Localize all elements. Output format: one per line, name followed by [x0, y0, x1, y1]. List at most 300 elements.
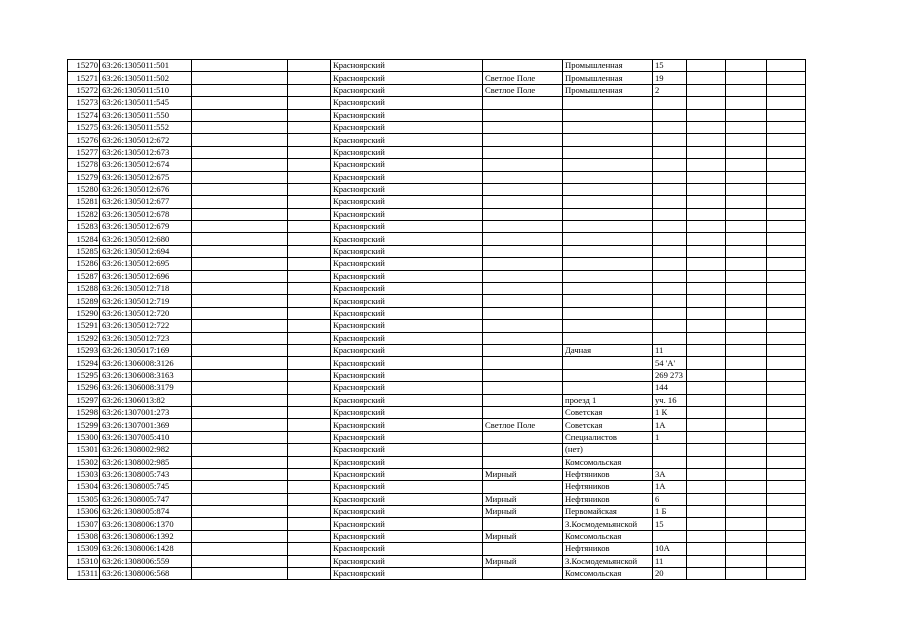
street-cell: Нефтяников	[563, 543, 653, 555]
table-row	[68, 481, 806, 493]
table-row	[68, 84, 806, 96]
cadastral-number-cell: 63:26:1308006:1428	[100, 543, 192, 555]
settlement-cell	[483, 221, 563, 233]
empty-cell	[767, 233, 806, 245]
table-row	[68, 121, 806, 133]
table-row	[68, 406, 806, 418]
house-number-cell	[653, 307, 687, 319]
empty-cell	[687, 406, 726, 418]
settlement-cell	[483, 431, 563, 443]
empty-cell	[192, 233, 288, 245]
empty-cell	[192, 60, 288, 72]
table-row	[68, 307, 806, 319]
table-row	[68, 146, 806, 158]
empty-cell	[726, 283, 767, 295]
empty-cell	[192, 406, 288, 418]
house-number-cell: 19	[653, 72, 687, 84]
house-number-cell	[653, 146, 687, 158]
empty-cell	[726, 530, 767, 542]
empty-cell	[192, 196, 288, 208]
settlement-cell: Светлое Поле	[483, 72, 563, 84]
district-cell: Красноярский	[331, 307, 483, 319]
empty-cell	[687, 84, 726, 96]
street-cell	[563, 283, 653, 295]
district-cell: Красноярский	[331, 444, 483, 456]
empty-cell	[192, 307, 288, 319]
house-number-cell	[653, 444, 687, 456]
settlement-cell	[483, 245, 563, 257]
house-number-cell: 10А	[653, 543, 687, 555]
cadastral-number-cell: 63:26:1305012:674	[100, 159, 192, 171]
empty-cell	[767, 97, 806, 109]
record-number-cell: 15304	[68, 481, 100, 493]
empty-cell	[192, 208, 288, 220]
cadastral-number-cell: 63:26:1305011:545	[100, 97, 192, 109]
street-cell: Промышленная	[563, 72, 653, 84]
district-cell: Красноярский	[331, 320, 483, 332]
empty-cell	[288, 283, 331, 295]
street-cell	[563, 183, 653, 195]
district-cell: Красноярский	[331, 233, 483, 245]
empty-cell	[192, 270, 288, 282]
table-row	[68, 419, 806, 431]
empty-cell	[288, 84, 331, 96]
cadastral-number-cell: 63:26:1305012:675	[100, 171, 192, 183]
street-cell: Комсомольская	[563, 456, 653, 468]
street-cell	[563, 196, 653, 208]
empty-cell	[288, 369, 331, 381]
record-number-cell: 15292	[68, 332, 100, 344]
empty-cell	[726, 295, 767, 307]
empty-cell	[767, 493, 806, 505]
record-number-cell: 15309	[68, 543, 100, 555]
cadastral-number-cell: 63:26:1306008:3163	[100, 369, 192, 381]
street-cell	[563, 245, 653, 257]
table-row	[68, 245, 806, 257]
street-cell	[563, 320, 653, 332]
empty-cell	[767, 369, 806, 381]
street-cell	[563, 97, 653, 109]
street-cell: Советская	[563, 419, 653, 431]
empty-cell	[288, 134, 331, 146]
empty-cell	[687, 518, 726, 530]
record-number-cell: 15277	[68, 146, 100, 158]
record-number-cell: 15280	[68, 183, 100, 195]
empty-cell	[687, 493, 726, 505]
empty-cell	[726, 307, 767, 319]
empty-cell	[288, 183, 331, 195]
settlement-cell	[483, 481, 563, 493]
empty-cell	[726, 245, 767, 257]
settlement-cell: Мирный	[483, 530, 563, 542]
empty-cell	[288, 543, 331, 555]
table-row	[68, 543, 806, 555]
empty-cell	[726, 258, 767, 270]
settlement-cell	[483, 444, 563, 456]
empty-cell	[767, 183, 806, 195]
district-cell: Красноярский	[331, 456, 483, 468]
empty-cell	[288, 344, 331, 356]
record-number-cell: 15296	[68, 382, 100, 394]
record-number-cell: 15305	[68, 493, 100, 505]
settlement-cell	[483, 109, 563, 121]
table-row	[68, 208, 806, 220]
street-cell	[563, 121, 653, 133]
district-cell: Красноярский	[331, 394, 483, 406]
street-cell: проезд 1	[563, 394, 653, 406]
empty-cell	[192, 146, 288, 158]
empty-cell	[767, 84, 806, 96]
empty-cell	[767, 208, 806, 220]
record-number-cell: 15284	[68, 233, 100, 245]
empty-cell	[687, 159, 726, 171]
empty-cell	[288, 171, 331, 183]
district-cell: Красноярский	[331, 555, 483, 567]
empty-cell	[687, 221, 726, 233]
district-cell: Красноярский	[331, 159, 483, 171]
empty-cell	[288, 530, 331, 542]
empty-cell	[192, 295, 288, 307]
record-number-cell: 15299	[68, 419, 100, 431]
empty-cell	[726, 171, 767, 183]
street-cell: Нефтяников	[563, 481, 653, 493]
district-cell: Красноярский	[331, 493, 483, 505]
cadastral-number-cell: 63:26:1305012:679	[100, 221, 192, 233]
settlement-cell: Светлое Поле	[483, 419, 563, 431]
record-number-cell: 15289	[68, 295, 100, 307]
settlement-cell	[483, 196, 563, 208]
empty-cell	[288, 208, 331, 220]
cadastral-number-cell: 63:26:1308005:874	[100, 506, 192, 518]
empty-cell	[192, 258, 288, 270]
record-number-cell: 15308	[68, 530, 100, 542]
empty-cell	[288, 233, 331, 245]
property-register-table	[67, 59, 806, 580]
district-cell: Красноярский	[331, 283, 483, 295]
empty-cell	[767, 196, 806, 208]
district-cell: Красноярский	[331, 171, 483, 183]
cadastral-number-cell: 63:26:1305012:723	[100, 332, 192, 344]
street-cell: (нет)	[563, 444, 653, 456]
street-cell: Комсомольская	[563, 568, 653, 580]
empty-cell	[767, 555, 806, 567]
settlement-cell	[483, 97, 563, 109]
house-number-cell: 2	[653, 84, 687, 96]
table-row	[68, 72, 806, 84]
record-number-cell: 15283	[68, 221, 100, 233]
settlement-cell	[483, 382, 563, 394]
settlement-cell	[483, 357, 563, 369]
empty-cell	[687, 208, 726, 220]
empty-cell	[192, 493, 288, 505]
empty-cell	[687, 196, 726, 208]
cadastral-number-cell: 63:26:1305012:680	[100, 233, 192, 245]
empty-cell	[192, 332, 288, 344]
cadastral-number-cell: 63:26:1305012:673	[100, 146, 192, 158]
street-cell	[563, 307, 653, 319]
empty-cell	[288, 481, 331, 493]
empty-cell	[192, 555, 288, 567]
record-number-cell: 15278	[68, 159, 100, 171]
empty-cell	[726, 146, 767, 158]
district-cell: Красноярский	[331, 221, 483, 233]
settlement-cell	[483, 134, 563, 146]
empty-cell	[767, 530, 806, 542]
street-cell	[563, 221, 653, 233]
table-row	[68, 221, 806, 233]
empty-cell	[726, 518, 767, 530]
empty-cell	[767, 109, 806, 121]
district-cell: Красноярский	[331, 506, 483, 518]
empty-cell	[288, 307, 331, 319]
empty-cell	[192, 221, 288, 233]
cadastral-number-cell: 63:26:1307001:369	[100, 419, 192, 431]
street-cell	[563, 171, 653, 183]
empty-cell	[726, 221, 767, 233]
empty-cell	[192, 468, 288, 480]
record-number-cell: 15303	[68, 468, 100, 480]
empty-cell	[726, 406, 767, 418]
empty-cell	[192, 84, 288, 96]
settlement-cell	[483, 183, 563, 195]
table-row	[68, 159, 806, 171]
empty-cell	[192, 456, 288, 468]
settlement-cell	[483, 344, 563, 356]
cadastral-number-cell: 63:26:1308006:559	[100, 555, 192, 567]
cadastral-number-cell: 63:26:1305012:696	[100, 270, 192, 282]
street-cell: Промышленная	[563, 84, 653, 96]
empty-cell	[687, 382, 726, 394]
record-number-cell: 15298	[68, 406, 100, 418]
empty-cell	[767, 518, 806, 530]
table-row	[68, 493, 806, 505]
district-cell: Красноярский	[331, 258, 483, 270]
empty-cell	[687, 134, 726, 146]
empty-cell	[687, 344, 726, 356]
empty-cell	[767, 307, 806, 319]
house-number-cell	[653, 295, 687, 307]
empty-cell	[192, 530, 288, 542]
cadastral-number-cell: 63:26:1305012:722	[100, 320, 192, 332]
district-cell: Красноярский	[331, 270, 483, 282]
house-number-cell	[653, 196, 687, 208]
settlement-cell	[483, 332, 563, 344]
empty-cell	[767, 295, 806, 307]
record-number-cell: 15300	[68, 431, 100, 443]
settlement-cell	[483, 307, 563, 319]
street-cell	[563, 382, 653, 394]
empty-cell	[192, 568, 288, 580]
table-row	[68, 568, 806, 580]
table-row	[68, 258, 806, 270]
settlement-cell	[483, 568, 563, 580]
empty-cell	[767, 221, 806, 233]
empty-cell	[288, 419, 331, 431]
cadastral-number-cell: 63:26:1308002:985	[100, 456, 192, 468]
empty-cell	[192, 369, 288, 381]
empty-cell	[288, 394, 331, 406]
empty-cell	[687, 171, 726, 183]
cadastral-number-cell: 63:26:1305012:720	[100, 307, 192, 319]
cadastral-number-cell: 63:26:1305012:676	[100, 183, 192, 195]
street-cell	[563, 208, 653, 220]
record-number-cell: 15291	[68, 320, 100, 332]
empty-cell	[726, 344, 767, 356]
empty-cell	[767, 431, 806, 443]
house-number-cell	[653, 171, 687, 183]
empty-cell	[726, 357, 767, 369]
empty-cell	[192, 394, 288, 406]
empty-cell	[192, 357, 288, 369]
record-number-cell: 15274	[68, 109, 100, 121]
empty-cell	[288, 568, 331, 580]
empty-cell	[288, 357, 331, 369]
street-cell: З.Космодемьянской	[563, 555, 653, 567]
empty-cell	[767, 134, 806, 146]
empty-cell	[726, 568, 767, 580]
record-number-cell: 15273	[68, 97, 100, 109]
empty-cell	[726, 506, 767, 518]
cadastral-number-cell: 63:26:1307001:273	[100, 406, 192, 418]
empty-cell	[288, 60, 331, 72]
settlement-cell	[483, 543, 563, 555]
house-number-cell	[653, 221, 687, 233]
settlement-cell	[483, 283, 563, 295]
record-number-cell: 15302	[68, 456, 100, 468]
empty-cell	[192, 171, 288, 183]
empty-cell	[726, 109, 767, 121]
district-cell: Красноярский	[331, 295, 483, 307]
settlement-cell	[483, 208, 563, 220]
empty-cell	[687, 543, 726, 555]
district-cell: Красноярский	[331, 419, 483, 431]
empty-cell	[767, 481, 806, 493]
table-row	[68, 109, 806, 121]
empty-cell	[726, 134, 767, 146]
house-number-cell	[653, 97, 687, 109]
house-number-cell	[653, 208, 687, 220]
table-row	[68, 369, 806, 381]
cadastral-number-cell: 63:26:1305011:510	[100, 84, 192, 96]
district-cell: Красноярский	[331, 543, 483, 555]
empty-cell	[767, 270, 806, 282]
table-row	[68, 344, 806, 356]
empty-cell	[288, 332, 331, 344]
record-number-cell: 15294	[68, 357, 100, 369]
house-number-cell: 6	[653, 493, 687, 505]
settlement-cell: Мирный	[483, 493, 563, 505]
cadastral-number-cell: 63:26:1305012:695	[100, 258, 192, 270]
record-number-cell: 15295	[68, 369, 100, 381]
empty-cell	[726, 456, 767, 468]
table-row	[68, 506, 806, 518]
settlement-cell	[483, 159, 563, 171]
record-number-cell: 15287	[68, 270, 100, 282]
house-number-cell	[653, 283, 687, 295]
house-number-cell: 3А	[653, 468, 687, 480]
empty-cell	[726, 555, 767, 567]
district-cell: Красноярский	[331, 196, 483, 208]
district-cell: Красноярский	[331, 245, 483, 257]
table-row	[68, 332, 806, 344]
cadastral-number-cell: 63:26:1305012:694	[100, 245, 192, 257]
cadastral-number-cell: 63:26:1305011:550	[100, 109, 192, 121]
empty-cell	[726, 84, 767, 96]
settlement-cell	[483, 406, 563, 418]
empty-cell	[726, 444, 767, 456]
district-cell: Красноярский	[331, 344, 483, 356]
cadastral-number-cell: 63:26:1305011:552	[100, 121, 192, 133]
street-cell	[563, 332, 653, 344]
district-cell: Красноярский	[331, 369, 483, 381]
empty-cell	[767, 72, 806, 84]
empty-cell	[767, 506, 806, 518]
house-number-cell	[653, 456, 687, 468]
settlement-cell	[483, 121, 563, 133]
empty-cell	[687, 431, 726, 443]
empty-cell	[767, 382, 806, 394]
empty-cell	[767, 258, 806, 270]
empty-cell	[687, 295, 726, 307]
empty-cell	[687, 357, 726, 369]
empty-cell	[687, 394, 726, 406]
table-row	[68, 196, 806, 208]
table-row	[68, 183, 806, 195]
district-cell: Красноярский	[331, 97, 483, 109]
empty-cell	[192, 506, 288, 518]
table-row	[68, 320, 806, 332]
empty-cell	[726, 468, 767, 480]
settlement-cell	[483, 258, 563, 270]
empty-cell	[767, 146, 806, 158]
empty-cell	[726, 97, 767, 109]
district-cell: Красноярский	[331, 568, 483, 580]
empty-cell	[767, 394, 806, 406]
cadastral-number-cell: 63:26:1308002:982	[100, 444, 192, 456]
empty-cell	[288, 109, 331, 121]
record-number-cell: 15279	[68, 171, 100, 183]
cadastral-number-cell: 63:26:1305012:678	[100, 208, 192, 220]
empty-cell	[687, 146, 726, 158]
empty-cell	[192, 72, 288, 84]
empty-cell	[687, 332, 726, 344]
empty-cell	[288, 72, 331, 84]
empty-cell	[767, 245, 806, 257]
street-cell	[563, 146, 653, 158]
empty-cell	[767, 357, 806, 369]
house-number-cell	[653, 320, 687, 332]
cadastral-number-cell: 63:26:1306008:3126	[100, 357, 192, 369]
empty-cell	[288, 258, 331, 270]
district-cell: Красноярский	[331, 468, 483, 480]
empty-cell	[192, 121, 288, 133]
record-number-cell: 15290	[68, 307, 100, 319]
empty-cell	[288, 456, 331, 468]
record-number-cell: 15301	[68, 444, 100, 456]
empty-cell	[192, 320, 288, 332]
empty-cell	[192, 183, 288, 195]
empty-cell	[288, 493, 331, 505]
record-number-cell: 15307	[68, 518, 100, 530]
table-body	[68, 60, 806, 580]
cadastral-number-cell: 63:26:1305011:501	[100, 60, 192, 72]
empty-cell	[726, 159, 767, 171]
empty-cell	[687, 121, 726, 133]
settlement-cell: Мирный	[483, 468, 563, 480]
empty-cell	[687, 419, 726, 431]
house-number-cell	[653, 121, 687, 133]
table-row	[68, 444, 806, 456]
